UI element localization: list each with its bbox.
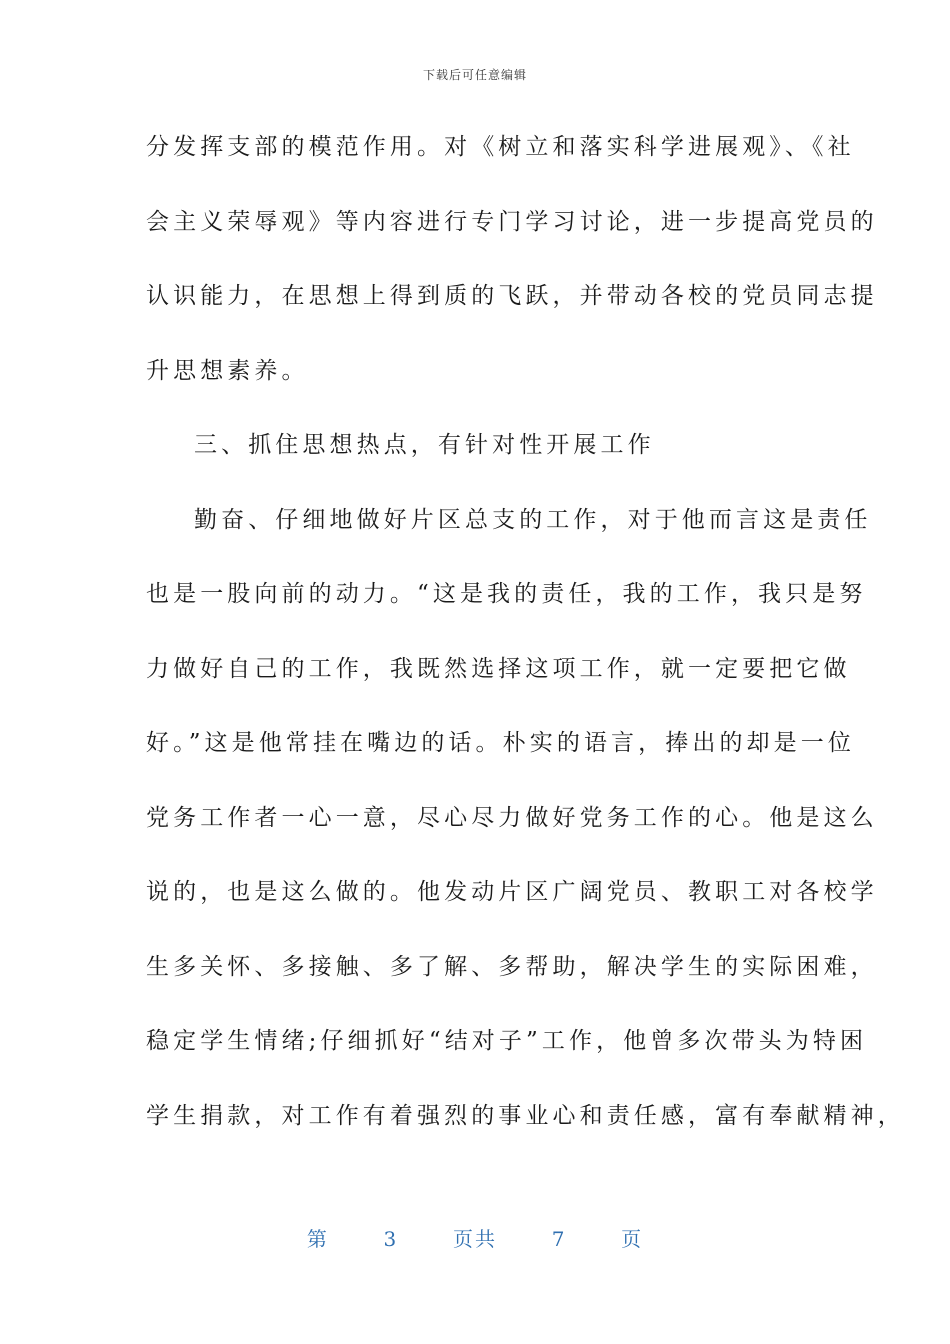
page-header-note: 下载后可任意编辑	[422, 68, 527, 82]
footer-middle: 页共	[453, 1227, 497, 1251]
footer-suffix: 页	[621, 1227, 644, 1251]
text-line: 稳定学生情绪;仔细抓好“结对子”工作，他曾多次带头为特困	[146, 1028, 868, 1054]
text-line: 说的，也是这么做的。他发动片区广阔党员、教职工对各校学	[146, 879, 878, 905]
page-number-footer	[0, 1223, 950, 1252]
text-line: 学生捐款，对工作有着强烈的事业心和责任感，富有奉献精神，	[146, 1102, 905, 1129]
section-heading: 三、抓住思想热点，有针对性开展工作	[194, 432, 655, 458]
text-line: 好。”这是他常挂在嘴边的话。朴实的语言，捧出的却是一位	[146, 730, 855, 756]
footer-current-page: 3	[383, 1227, 399, 1251]
footer-total-pages: 7	[551, 1227, 567, 1251]
text-line: 会主义荣辱观》等内容进行专门学习讨论，进一步提高党员的	[146, 208, 878, 235]
text-line: 勤奋、仔细地做好片区总支的工作，对于他而言这是责任	[194, 506, 872, 533]
text-line: 认识能力，在思想上得到质的飞跃，并带动各校的党员同志提	[146, 283, 878, 309]
text-line: 也是一股向前的动力。“这是我的责任，我的工作，我只是努	[146, 581, 867, 607]
text-line: 分发挥支部的模范作用。对《树立和落实科学进展观》、《社	[146, 134, 855, 160]
text-line: 力做好自己的工作，我既然选择这项工作，就一定要把它做	[146, 655, 851, 682]
document-body	[146, 120, 905, 1163]
text-line: 生多关怀、多接触、多了解、多帮助，解决学生的实际困难，	[146, 953, 878, 980]
text-line: 党务工作者一心一意，尽心尽力做好党务工作的心。他是这么	[146, 804, 878, 831]
footer-prefix: 第	[306, 1227, 329, 1251]
text-line: 升思想素养。	[146, 357, 309, 384]
